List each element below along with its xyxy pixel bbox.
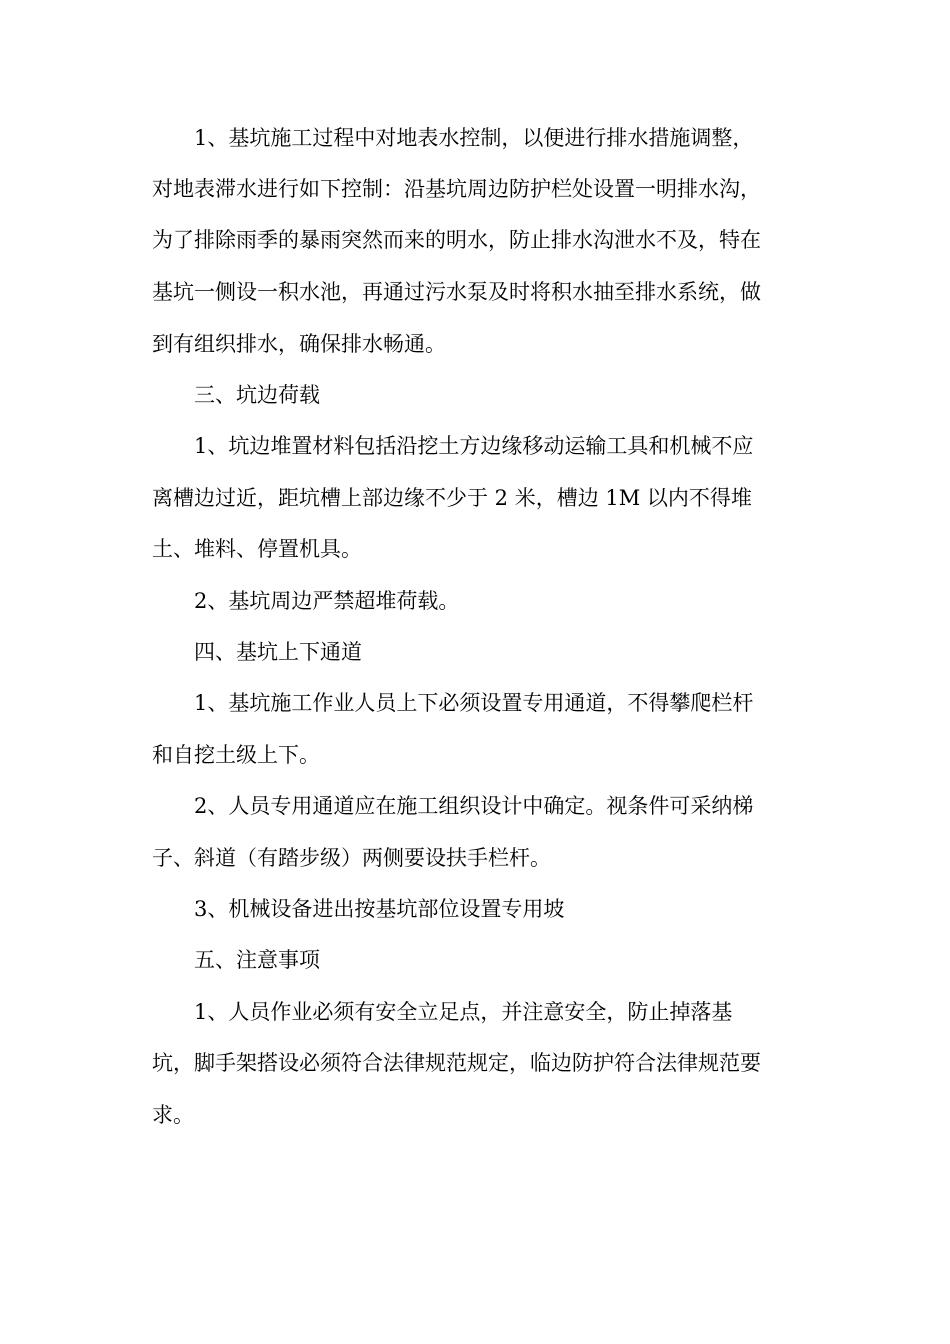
paragraph-line: 坑，脚手架搭设必须符合法律规范规定，临边防护符合法律规范要 [152,1051,761,1075]
paragraph-line: 离槽边过近，距坑槽上部边缘不少于 2 米，槽边 1M 以内不得堆 [152,486,752,510]
paragraph-line: 到有组织排水，确保排水畅通。 [152,332,446,356]
paragraph-line: 和自挖土级上下。 [152,743,320,767]
paragraph-line: 3、机械设备进出按基坑部位设置专用坡 [194,897,565,921]
paragraph-line: 土、堆料、停置机具。 [152,537,362,561]
paragraph-line: 2、基坑周边严禁超堆荷载。 [194,589,460,613]
paragraph-line: 对地表滞水进行如下控制：沿基坑周边防护栏处设置一明排水沟， [152,177,761,201]
paragraph-line: 求。 [152,1103,194,1127]
section-heading: 五、注意事项 [194,948,320,972]
paragraph-line: 1、坑边堆置材料包括沿挖土方边缘移动运输工具和机械不应 [194,434,754,458]
section-heading: 三、坑边荷载 [194,383,320,407]
paragraph-line: 基坑一侧设一积水池，再通过污水泵及时将积水抽至排水系统，做 [152,280,761,304]
paragraph-line: 1、基坑施工过程中对地表水控制，以便进行排水措施调整， [194,126,754,150]
paragraph-line: 1、人员作业必须有安全立足点，并注意安全，防止掉落基 [194,1000,733,1024]
section-heading: 四、基坑上下通道 [194,640,362,664]
paragraph-line: 子、斜道（有踏步级）两侧要设扶手栏杆。 [152,846,551,870]
paragraph-line: 为了排除雨季的暴雨突然而来的明水，防止排水沟泄水不及，特在 [152,228,761,252]
paragraph-line: 1、基坑施工作业人员上下必须设置专用通道，不得攀爬栏杆 [194,691,754,715]
paragraph-line: 2、人员专用通道应在施工组织设计中确定。视条件可采纳梯 [194,794,754,818]
